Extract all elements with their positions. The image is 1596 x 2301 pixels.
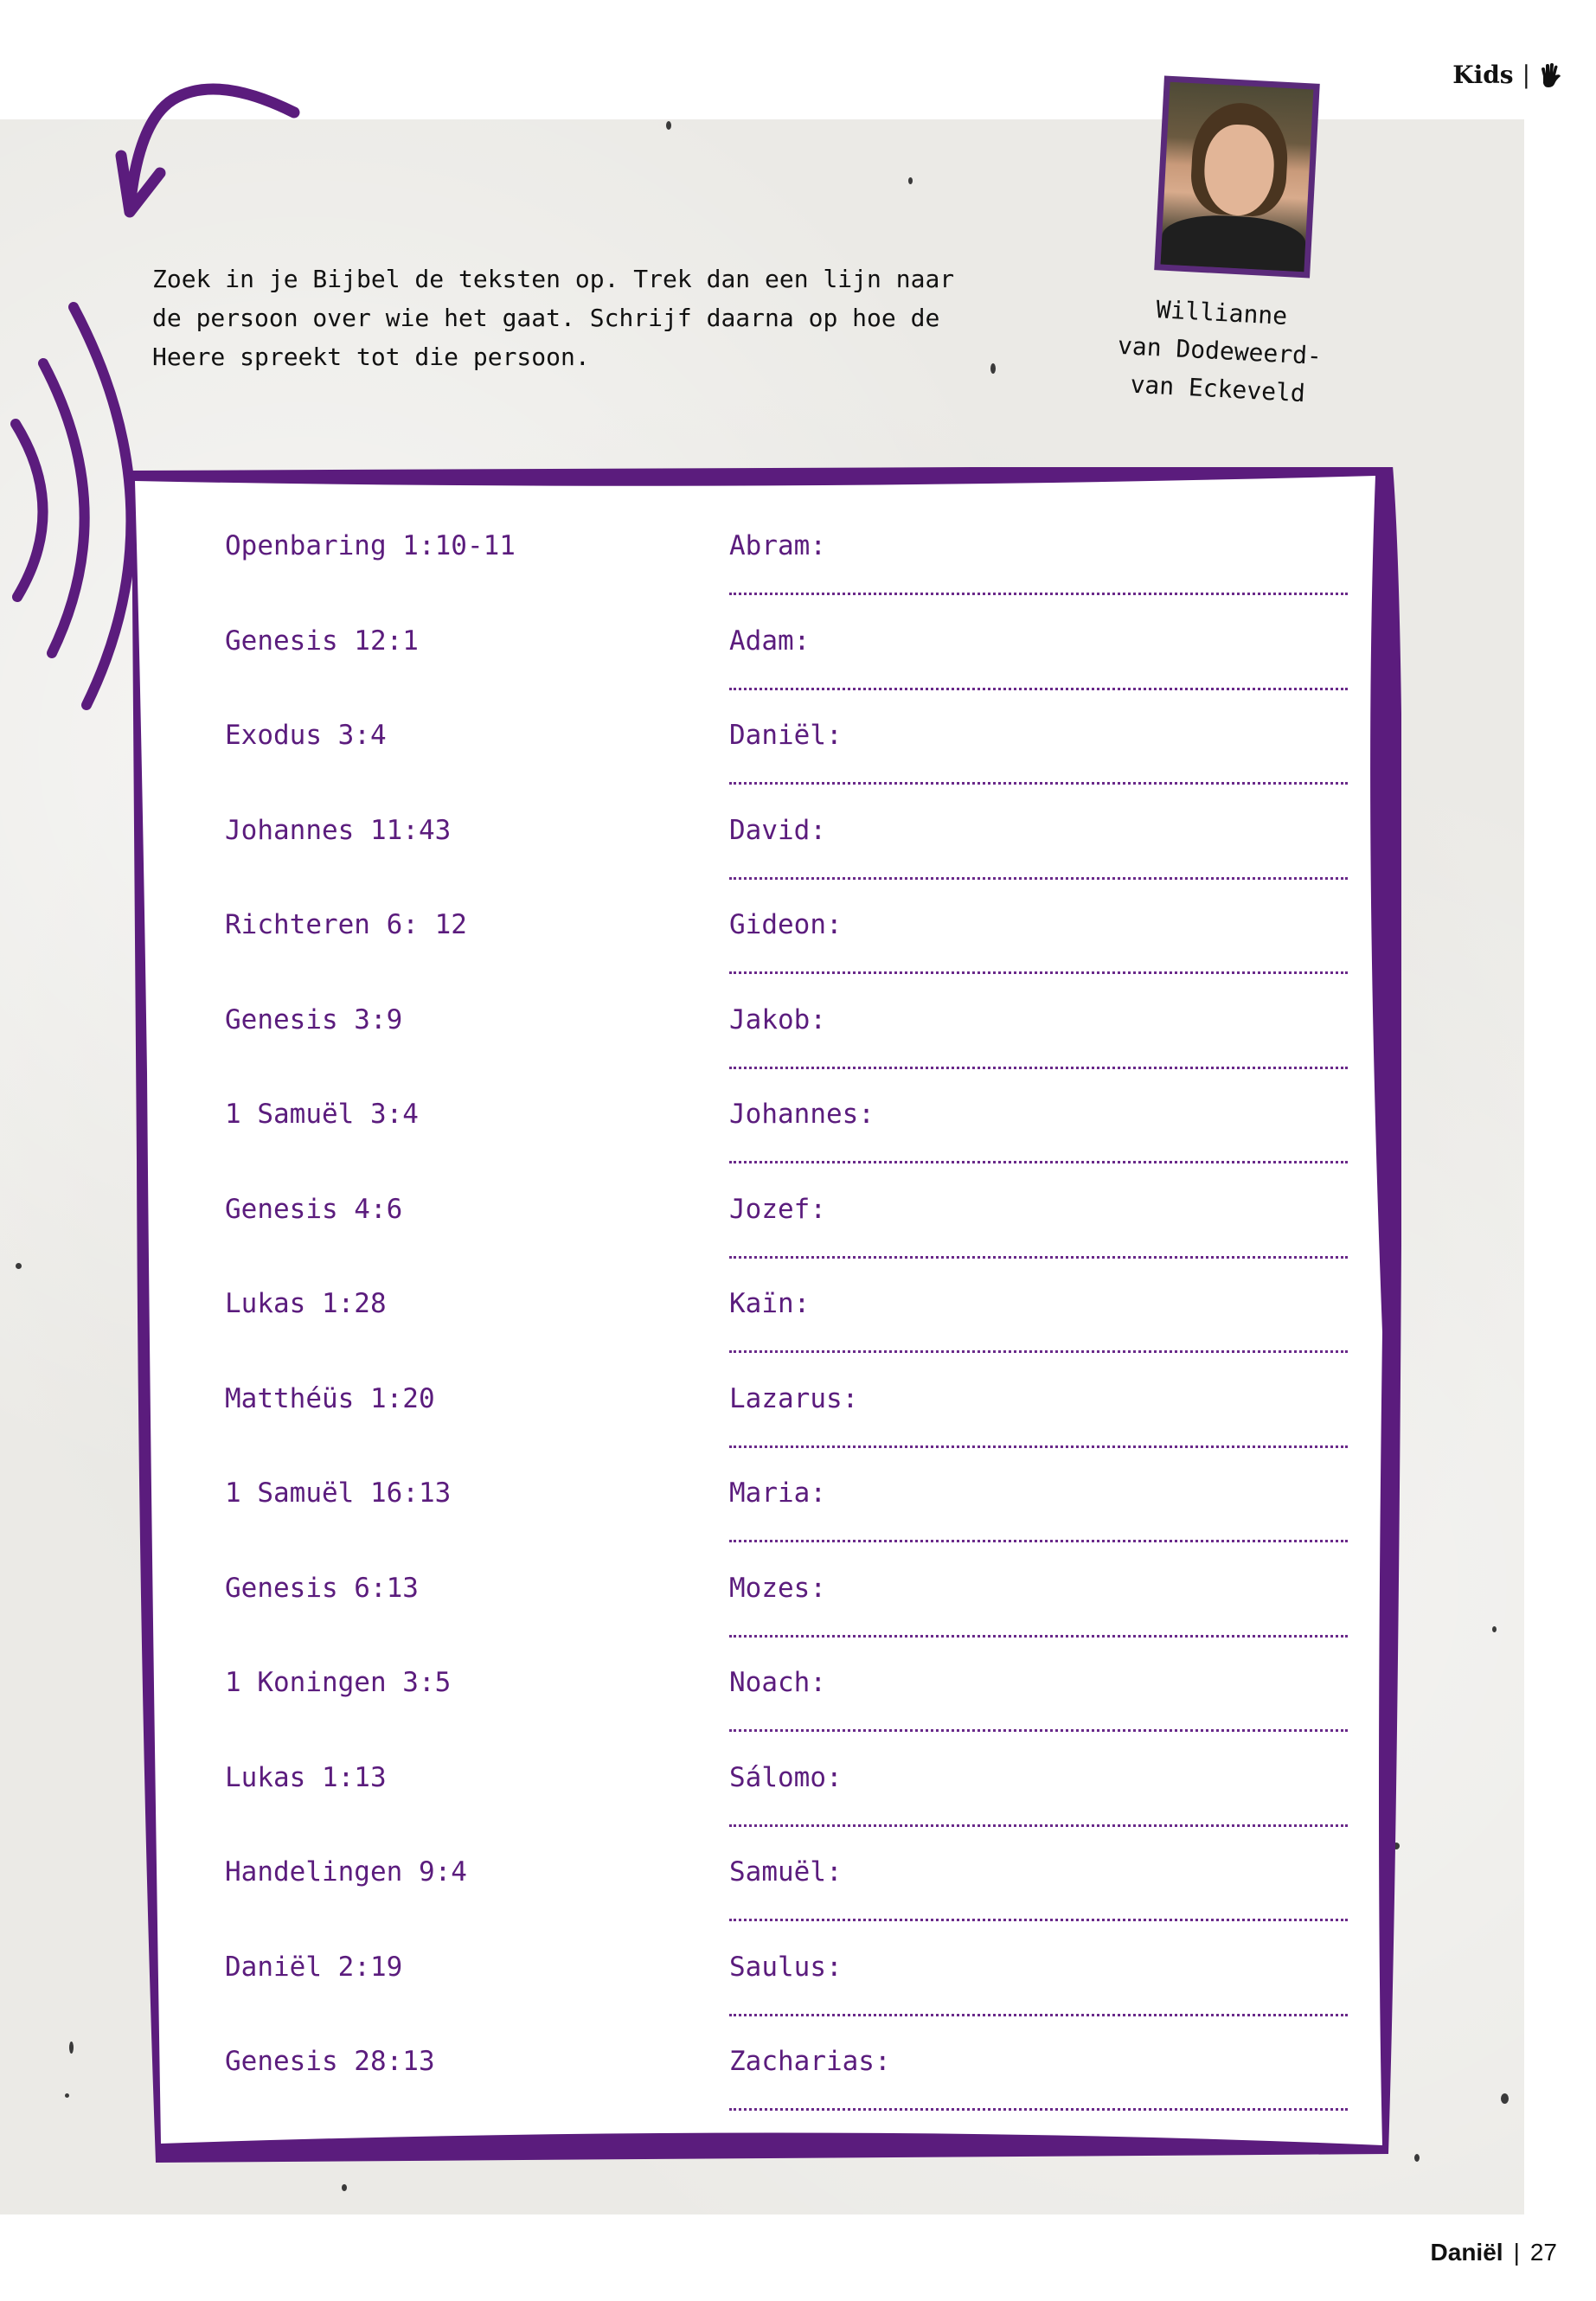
bible-reference: 1 Samuël 3:4 [225,1099,419,1130]
speck [1492,1626,1497,1632]
exercise-row [130,1462,1401,1555]
speck [1414,2154,1420,2162]
curved-arrow [130,89,294,208]
exercise-row [130,1178,1401,1272]
person-name: Adam: [729,625,811,657]
answer-line[interactable] [729,2014,1348,2016]
person-name: Mozes: [729,1572,826,1604]
person-name: Gideon: [729,909,843,940]
answer-line[interactable] [729,1635,1348,1638]
speck [908,177,913,184]
person-name: Noach: [729,1667,826,1698]
bible-reference: Genesis 6:13 [225,1572,419,1604]
person-name: David: [729,814,826,846]
bible-reference: Genesis 3:9 [225,1003,403,1035]
exercise-row [130,1368,1401,1461]
exercise-row [130,894,1401,987]
exercise-row [130,2030,1401,2124]
bible-reference: Exodus 3:4 [225,720,387,751]
page-footer [1431,2239,1557,2266]
sound-wave-middle [43,363,85,653]
answer-line[interactable] [729,1067,1348,1069]
exercise-row [130,1747,1401,1840]
exercise-row [130,1557,1401,1650]
answer-line[interactable] [729,593,1348,595]
person-name: Abram: [729,530,826,561]
bible-reference: 1 Samuël 16:13 [225,1477,452,1509]
person-name: Kaïn: [729,1288,811,1319]
answer-line[interactable] [729,1161,1348,1163]
bible-reference: Richteren 6: 12 [225,909,467,940]
hand-icon [1539,62,1561,88]
person-name: Johannes: [729,1099,875,1130]
person-name: Lazarus: [729,1382,859,1414]
answer-line[interactable] [729,1824,1348,1827]
answer-line[interactable] [729,782,1348,785]
bible-reference: Lukas 1:28 [225,1288,387,1319]
bible-reference: Daniël 2:19 [225,1951,403,1983]
page-number: 27 [1529,2239,1557,2266]
person-name: Samuël: [729,1856,843,1888]
answer-line[interactable] [729,2108,1348,2111]
bible-reference: Lukas 1:13 [225,1761,387,1793]
exercise-row [130,799,1401,893]
exercise-row [130,1083,1401,1176]
person-name: Saulus: [729,1951,843,1983]
person-name: Maria: [729,1477,826,1509]
exercise-row [130,1841,1401,1934]
answer-line[interactable] [729,1919,1348,1921]
answer-line[interactable] [729,1350,1348,1353]
speck [342,2184,347,2191]
bible-reference: Openbaring 1:10-11 [225,530,516,561]
exercise-row [130,704,1401,798]
answer-line[interactable] [729,1540,1348,1542]
author-photo [1154,75,1320,278]
person-name: Jozef: [729,1193,826,1225]
speck [990,363,996,374]
bible-reference: Johannes 11:43 [225,814,452,846]
answer-line[interactable] [729,877,1348,880]
speck [666,121,671,130]
answer-line[interactable] [729,1256,1348,1259]
footer-separator: | [1513,2239,1520,2266]
section-header [1452,61,1561,89]
person-name: Daniël: [729,720,843,751]
speck [1501,2093,1509,2104]
sound-wave-inner [16,424,43,597]
speck [69,2041,74,2054]
bible-reference: 1 Koningen 3:5 [225,1667,452,1698]
person-name: Jakob: [729,1003,826,1035]
header-separator: | [1522,61,1530,89]
exercise-card [130,467,1401,2163]
instructions-text: Zoek in je Bijbel de teksten op. Trek dan een lijn naar de persoon over wie het gaat. Schrijf daarna op hoe de Heere spreekt tot die persoon. [152,265,955,371]
answer-line[interactable] [729,1445,1348,1448]
footer-title: Daniël [1430,2239,1503,2266]
person-name: Sálomo: [729,1761,843,1793]
speck [16,1263,22,1269]
section-label: Kids [1452,61,1514,89]
speck [65,2093,69,2098]
exercise-row [130,610,1401,703]
bible-reference: Genesis 28:13 [225,2046,435,2077]
bible-reference: Matthéüs 1:20 [225,1382,435,1414]
answer-line[interactable] [729,688,1348,690]
answer-line[interactable] [729,1729,1348,1732]
exercise-row [130,1936,1401,2029]
exercise-row [130,1272,1401,1366]
exercise-row [130,989,1401,1082]
person-name: Zacharias: [729,2046,891,2077]
exercise-row [130,515,1401,608]
bible-reference: Genesis 4:6 [225,1193,403,1225]
author-name: Willianne van Dodeweerd- van Eckeveld [1117,295,1323,408]
exercise-row [130,1651,1401,1745]
bible-reference: Genesis 12:1 [225,625,419,657]
bible-reference: Handelingen 9:4 [225,1856,467,1888]
answer-line[interactable] [729,971,1348,974]
